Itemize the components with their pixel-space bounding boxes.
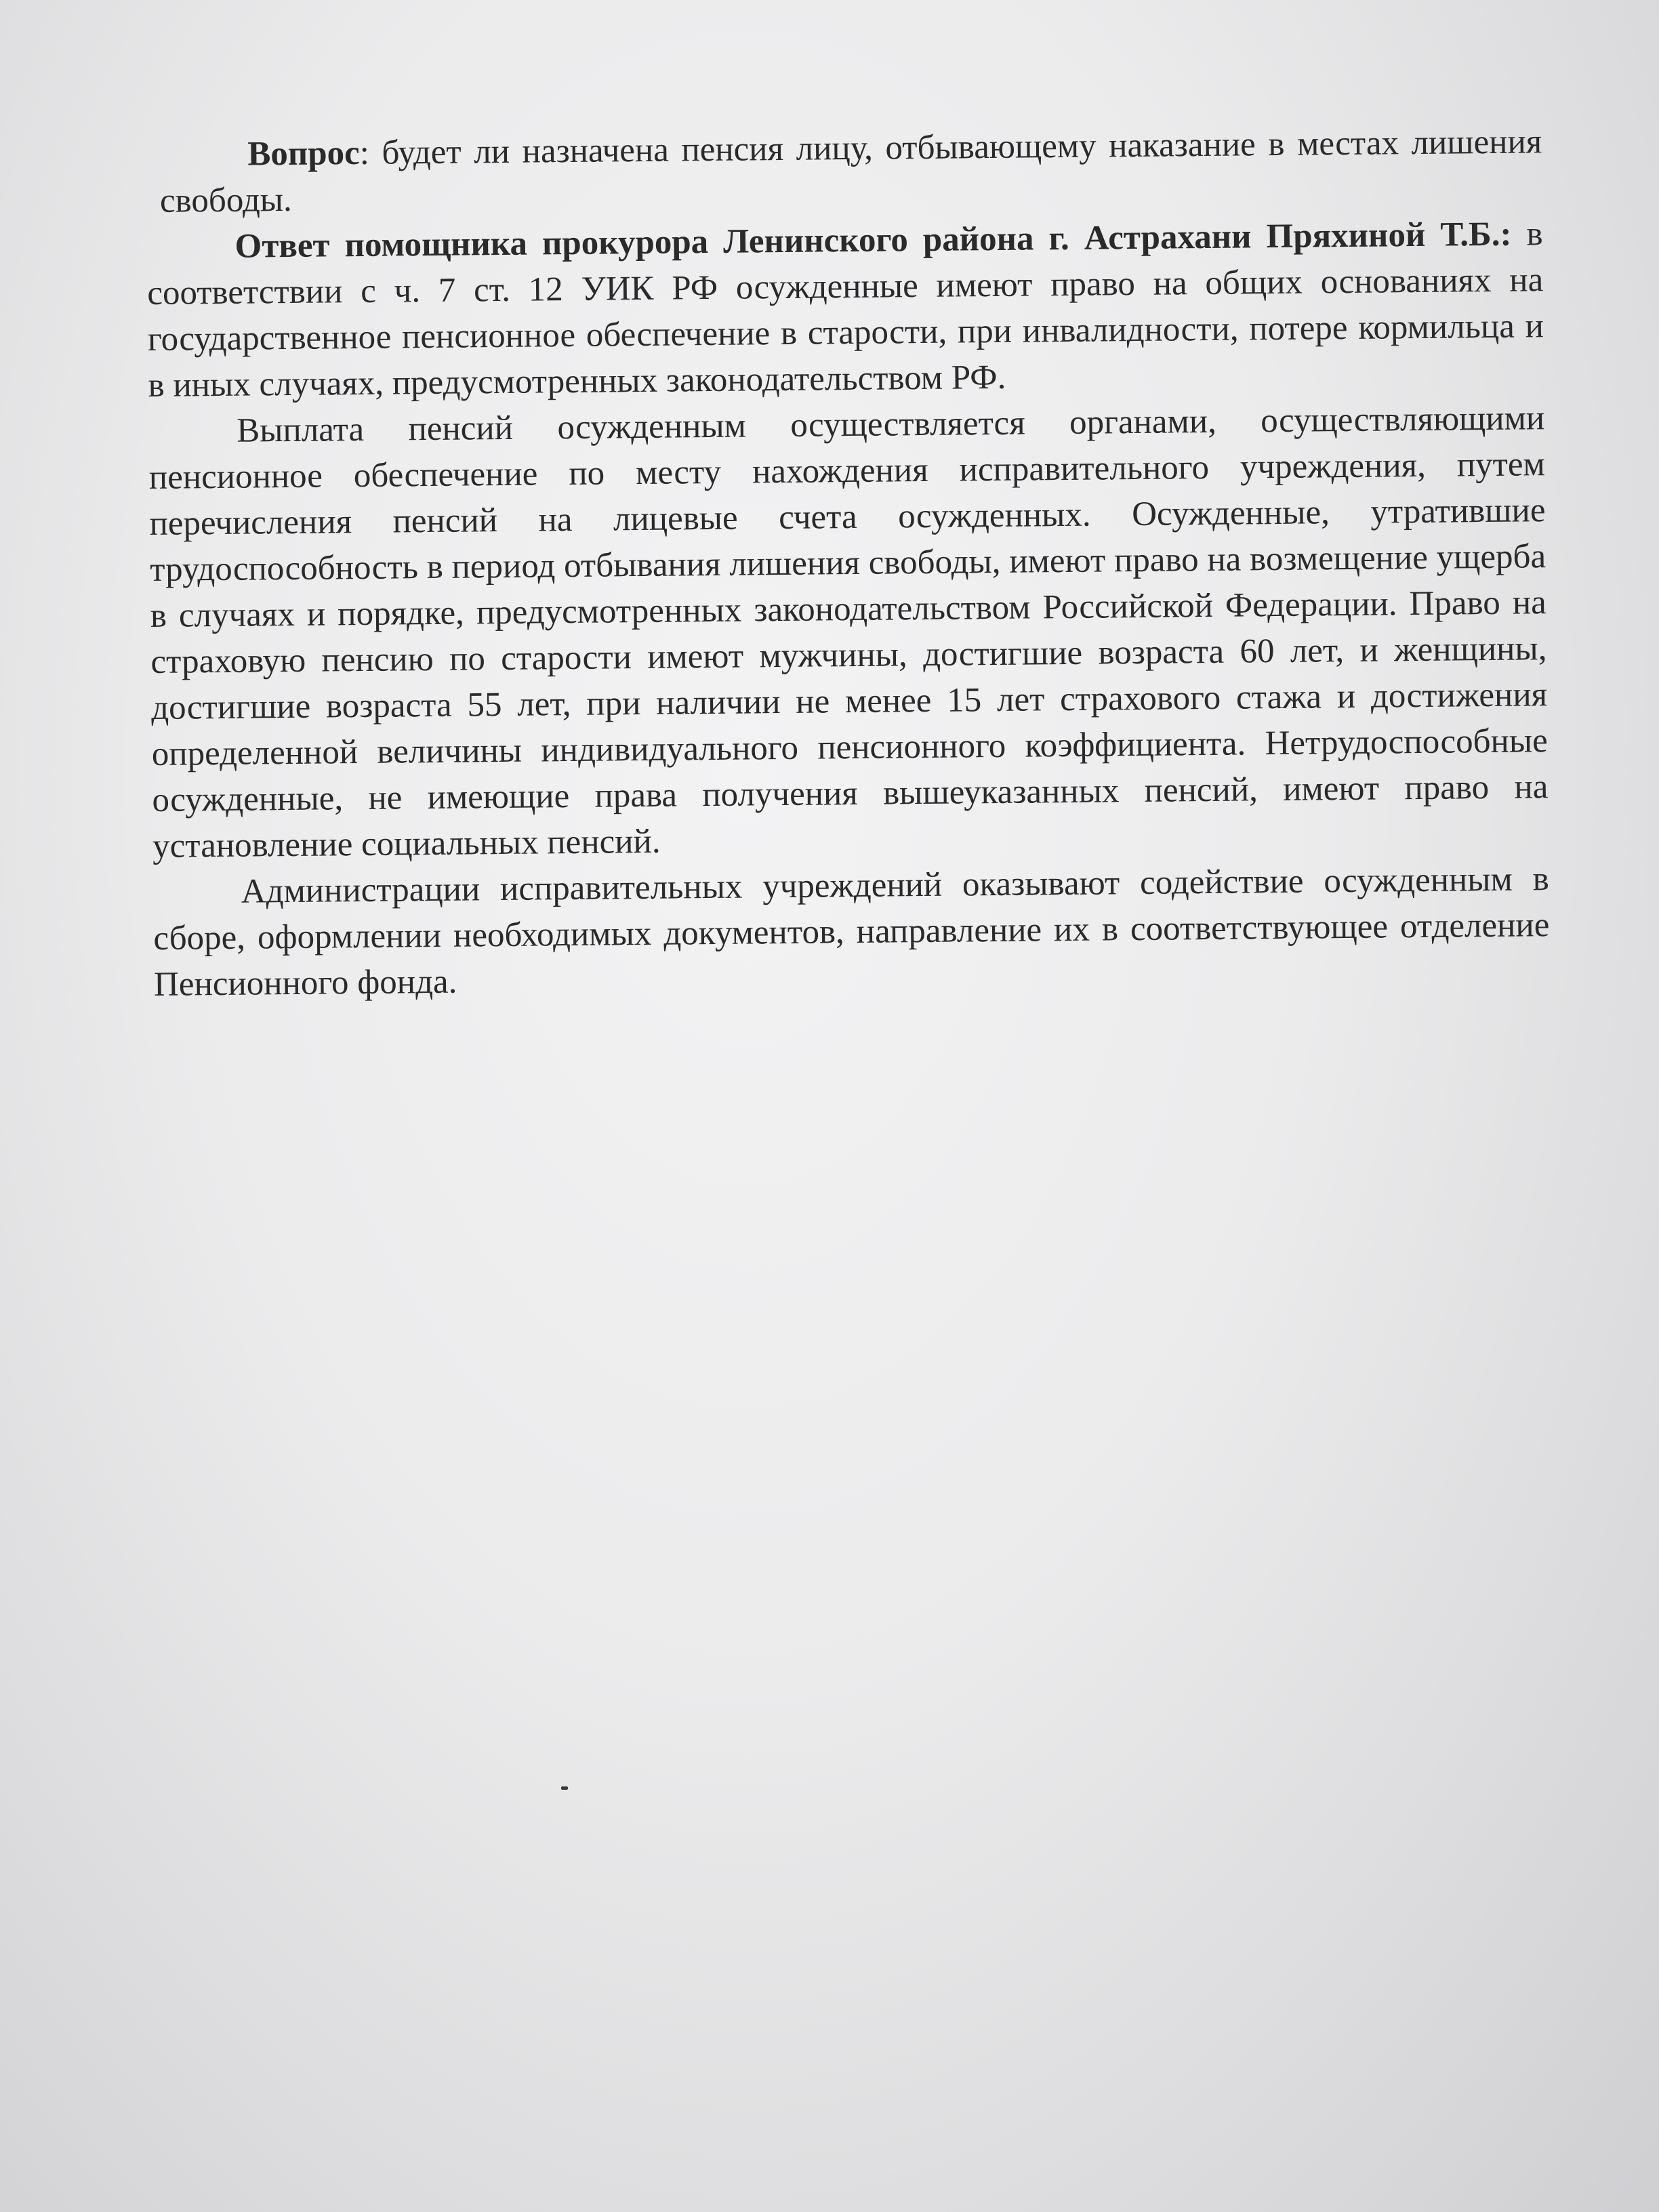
paper-speck xyxy=(561,1786,568,1790)
question-text: : будет ли назначена пенсия лицу, отбывающему наказание в местах лишения свободы. xyxy=(159,123,1542,220)
question-paragraph xyxy=(159,119,1542,224)
answer-label: Ответ помощника прокурора Ленинского района г. Астрахани Пряхиной Т.Б.: xyxy=(234,215,1512,266)
pension-payment-paragraph: Выплата пенсий осужденным осуществляется органами, осуществляющими пенсионное обеспечение по месту нахождения исправительного учреждения, путем перечисления пенсий на лицевые счета осужденных. Осужденные, утратившие трудоспособность в период отбывания лишения свободы, имеют право на возмещение ущерба в случаях и порядке, предусмотренных законодательством Российской Федерации. Право на страховую пенсию по старости имеют мужчины, достигшие возраста 60 лет, и женщины, достигшие возраста 55 лет, при наличии не менее 15 лет страхового стажа и достижения определенной величины индивидуального пенсионного коэффициента. Нетрудоспособные осужденные, не имеющие права получения вышеуказанных пенсий, имеют право на установление социальных пенсий. xyxy=(148,399,1549,865)
answer-text: в соответствии с ч. 7 ст. 12 УИК РФ осужденные имеют право на общих основаниях на государственное пенсионное обеспечение в старости, при инвалидности, потере кормильца и в иных случаях, предусмотренных законодательством РФ. xyxy=(147,215,1544,405)
administration-paragraph: Администрации исправительных учреждений оказывают содействие осужденным в сборе, оформлении необходимых документов, направление их в соответствующее отделение Пенсионного фонда. xyxy=(153,860,1550,1004)
document-body xyxy=(146,119,1550,1008)
question-label: Вопрос xyxy=(247,134,360,173)
answer-paragraph xyxy=(146,211,1544,409)
